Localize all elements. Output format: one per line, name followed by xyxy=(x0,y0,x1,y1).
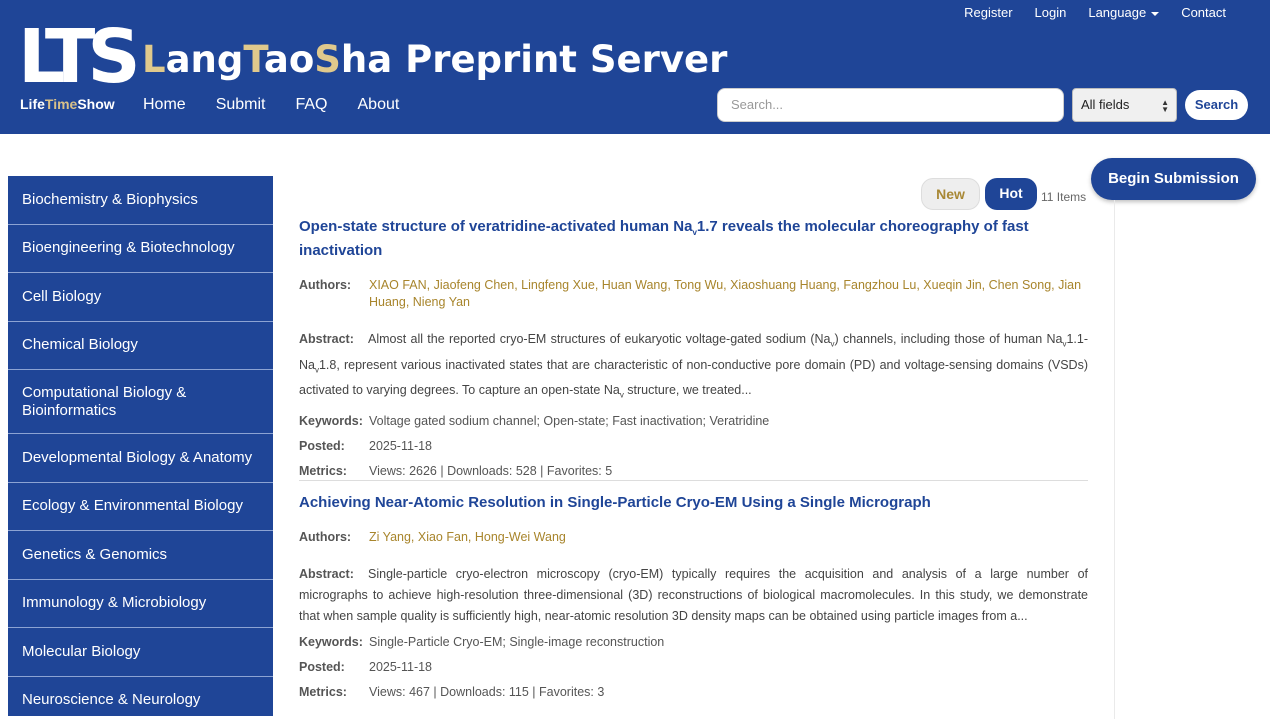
keywords-row xyxy=(299,413,1088,430)
abstract-label: Abstract: xyxy=(299,332,354,346)
keywords-value: Single-Particle Cryo-EM; Single-image reconstruction xyxy=(369,635,665,649)
posted-value: 2025-11-18 xyxy=(369,438,433,453)
article-card xyxy=(299,218,1088,480)
authors-row xyxy=(299,529,1088,546)
nav-faq[interactable]: FAQ xyxy=(295,96,328,113)
caret-down-icon xyxy=(1151,12,1159,16)
metrics-row xyxy=(299,463,1088,480)
category-chemical-biology[interactable]: Chemical Biology xyxy=(8,322,273,371)
category-cell-biology[interactable]: Cell Biology xyxy=(8,273,273,322)
item-count: 11 Items xyxy=(1041,190,1087,204)
article-divider xyxy=(299,480,1088,481)
sort-tabs xyxy=(921,178,1086,210)
authors-list[interactable]: Zi Yang, Xiao Fan, Hong-Wei Wang xyxy=(369,530,566,544)
login-link[interactable]: Login xyxy=(1034,5,1067,20)
nav-home[interactable]: Home xyxy=(143,96,186,113)
posted-label: Posted: xyxy=(299,660,345,674)
posted-row xyxy=(299,438,1088,455)
category-developmental-biology[interactable]: Developmental Biology & Anatomy xyxy=(8,434,273,483)
keywords-label: Keywords: xyxy=(299,635,363,649)
nav-about[interactable]: About xyxy=(357,96,400,113)
select-arrows-icon: ▲ ▼ xyxy=(1161,98,1169,114)
begin-submission-button[interactable]: Begin Submission xyxy=(1091,158,1256,200)
category-neuroscience[interactable]: Neuroscience & Neurology xyxy=(8,677,273,717)
metrics-label: Metrics: xyxy=(299,685,347,699)
category-bioengineering[interactable]: Bioengineering & Biotechnology xyxy=(8,225,273,274)
site-logo[interactable] xyxy=(18,14,133,114)
metrics-value: Views: 2626 | Downloads: 528 | Favorites: 5 xyxy=(369,463,613,478)
category-computational-biology[interactable]: Computational Biology & Bioinformatics xyxy=(8,370,273,434)
logo-mark: LTS xyxy=(18,14,133,100)
language-dropdown[interactable] xyxy=(1088,5,1159,20)
authors-label: Authors: xyxy=(299,530,352,544)
category-ecology[interactable]: Ecology & Environmental Biology xyxy=(8,483,273,532)
metrics-row xyxy=(299,684,1088,701)
keywords-label: Keywords: xyxy=(299,413,363,428)
category-sidebar xyxy=(8,176,273,716)
top-nav xyxy=(942,5,1226,20)
logo-tagline: LifeTimeShow xyxy=(20,96,115,112)
contact-link[interactable]: Contact xyxy=(1181,5,1226,20)
keywords-row xyxy=(299,634,1088,651)
category-genetics[interactable]: Genetics & Genomics xyxy=(8,531,273,580)
authors-label: Authors: xyxy=(299,278,352,292)
abstract: Abstract: Almost all the reported cryo-EM structures of eukaryotic voltage-gated sodium $(Na_v)$ channels, including those of human $Na_v1.1-Na_v1.8$, represent various inactivated states that are characteristic of non-conductive pore domain (PD) and voltage-sensing domains (VSDs) activated to varying degrees. To capture an open-state $Na_v$ structure, we treated... xyxy=(299,329,1088,406)
keywords-value: Voltage gated sodium channel; Open-state; Fast inactivation; Veratridine xyxy=(369,413,770,428)
metrics-value: Views: 467 | Downloads: 115 | Favorites: 3 xyxy=(369,685,605,699)
article-title[interactable]: Achieving Near-Atomic Resolution in Single-Particle Cryo-EM Using a Single Micrograph xyxy=(299,494,931,511)
category-biochemistry[interactable]: Biochemistry & Biophysics xyxy=(8,176,273,225)
tab-hot[interactable]: Hot xyxy=(985,178,1037,210)
site-title[interactable]: LangTaoSha Preprint Server xyxy=(142,38,728,81)
authors-row xyxy=(299,277,1088,311)
authors-list[interactable]: XIAO FAN, Jiaofeng Chen, Lingfeng Xue, Huan Wang, Tong Wu, Xiaoshuang Huang, Fangzhou Lu, Xueqin Jin, Chen Song, Jian Huang, Nieng Yan xyxy=(369,278,1082,309)
abstract: Abstract: Single-particle cryo-electron microscopy (cryo-EM) typically requires the acquisition and analysis of a large number of micrographs to achieve high-resolution three-dimensional (3D) reconstructions of biological macromolecules. In this study, we demonstrate that when sample quality is sufficiently high, near-atomic resolution 3D density maps can be obtained using particle images from a... xyxy=(299,564,1088,627)
search-input[interactable]: Search... xyxy=(717,88,1064,122)
tab-new[interactable]: New xyxy=(921,178,980,210)
abstract-label: Abstract: xyxy=(299,567,354,581)
posted-value: 2025-11-18 xyxy=(369,660,433,674)
metrics-label: Metrics: xyxy=(299,463,347,478)
search-field-value: All fields xyxy=(1081,97,1130,112)
register-link[interactable]: Register xyxy=(964,5,1013,20)
posted-row xyxy=(299,659,1088,676)
main-nav xyxy=(143,96,429,114)
article-title[interactable]: Open-state structure of veratridine-activated human $Na_v1.7$ reveals the molecular choreography of fast inactivation xyxy=(299,218,1029,259)
nav-submit[interactable]: Submit xyxy=(215,96,266,113)
site-header xyxy=(0,0,1270,134)
category-immunology[interactable]: Immunology & Microbiology xyxy=(8,580,273,629)
content-divider xyxy=(1114,200,1115,719)
search-button[interactable]: Search xyxy=(1185,90,1248,120)
search-field-select[interactable] xyxy=(1072,88,1177,122)
category-molecular-biology[interactable]: Molecular Biology xyxy=(8,628,273,677)
article-card xyxy=(299,494,1088,701)
posted-label: Posted: xyxy=(299,438,345,453)
language-label: Language xyxy=(1088,5,1147,20)
